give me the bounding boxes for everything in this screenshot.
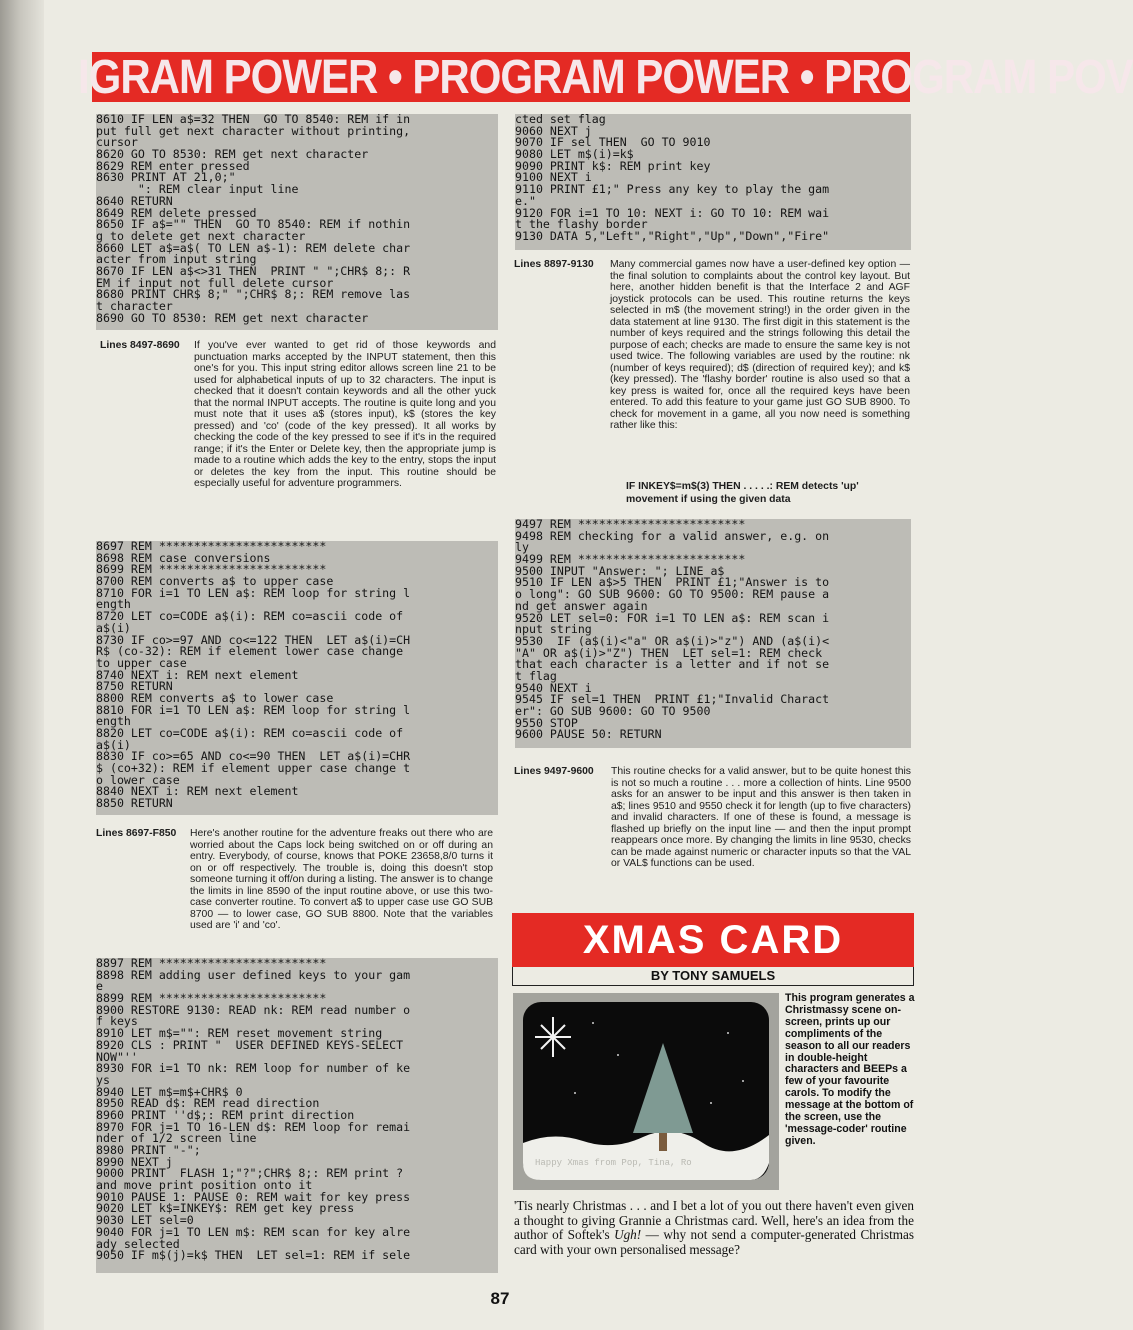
xmas-screenshot — [513, 993, 779, 1190]
xmas-card-byline: BY TONY SAMUELS — [512, 967, 914, 986]
code-line: o long": GO SUB 9600: GO TO 9500: REM pause a — [515, 587, 830, 602]
inkey-tip: IF INKEY$=m$(3) THEN . . . . .: REM detects 'up' movement if using the given data — [626, 481, 859, 505]
code-line: nput string — [515, 622, 592, 637]
code-block-user-defined-keys-cont — [515, 114, 911, 250]
code-line: ength — [96, 714, 131, 729]
xmas-intro — [514, 1199, 914, 1257]
code-line: nder of 1/2 screen line — [96, 1131, 257, 1146]
program-power-banner — [78, 49, 1133, 104]
code-block-valid-answer — [515, 519, 911, 748]
code-line: ength — [96, 597, 131, 612]
code-line: 9530 IF (a$(i)<"a" OR a$(i)>"z") AND (a$(i)< — [515, 633, 830, 648]
code-line: t character — [96, 299, 173, 313]
book-spine-shadow — [0, 0, 44, 1330]
code-line: 8920 CLS : PRINT " USER DEFINED KEYS-SELECT — [96, 1037, 404, 1052]
code-line: 9030 LET sel=0 — [96, 1213, 194, 1228]
code-line: and move print position onto it — [96, 1178, 313, 1193]
code-line: 8650 IF a$="" THEN GO TO 8540: REM if nothin — [96, 217, 411, 232]
code-line: 8730 IF co>=97 AND co<=122 THEN LET a$(i)=CH — [96, 632, 411, 647]
code-line: 9600 PAUSE 50: RETURN — [515, 727, 662, 742]
intro-part-2: — why not send a computer-generated Christmas card with your own personalised message? — [514, 1227, 914, 1257]
code-line: g to delete get next character — [96, 228, 306, 243]
code-line: to upper case — [96, 655, 187, 670]
section-text-9497: This routine checks for a valid answer, but to be quite honest this is not so much a routine . . . more a collection of hints. Line 9500 asks for an answer to be input and this answer is then taken in a$; lines 9510 and 9550 check it for length (up to five characters) and invalid characters. If one of these is found, a message is flashed up briefly on the input line — and then the input prompt reappears once more. By changing the limits in line 9530, checks can be made against numeric or character inputs so that the VAL or VAL$ functions can be used. — [611, 766, 911, 869]
xmas-caption: This program generates a Christmassy scene on-screen, prints up our compliments of the season to all our readers in double-height characters and BEEPs a few of your favourite carols. To modify the message at the bottom of the screen, use the 'message-coder' routine given. — [785, 992, 915, 1147]
code-line: 9000 PRINT FLASH 1;"?";CHR$ 8;: REM print ? — [96, 1166, 404, 1181]
code-line: 9090 PRINT k$: REM print key — [515, 158, 711, 173]
code-line: 9545 IF sel=1 THEN PRINT £1;"Invalid Charact — [515, 692, 830, 707]
code-line: nd get answer again — [515, 598, 648, 613]
code-line: EM if input not full delete cursor — [96, 275, 334, 290]
section-label-9497: Lines 9497-9600 — [514, 766, 594, 777]
code-line: e — [96, 979, 103, 994]
code-line: 9510 IF LEN a$>5 THEN PRINT £1;"Answer is to — [515, 575, 830, 590]
code-line: 8720 LET co=CODE a$(i): REM co=ascii code of — [96, 609, 404, 624]
code-line: 8930 FOR i=1 TO nk: REM loop for number of ke — [96, 1061, 411, 1076]
screen-message: Happy Xmas from Pop, Tina, Ro — [535, 1158, 692, 1168]
code-line: e." — [515, 193, 536, 208]
code-line: 9110 PRINT £1;" Press any key to play the gam — [515, 182, 830, 197]
code-line: 8990 NEXT j — [96, 1154, 173, 1169]
code-line: 9070 IF sel THEN GO TO 9010 — [515, 135, 711, 150]
code-line: 8640 RETURN — [96, 193, 173, 208]
code-line: put full get next character without printing, — [96, 123, 411, 138]
code-line: 9498 REM checking for a valid answer, e.g. on — [515, 528, 830, 543]
code-line: 8899 REM ************************ — [96, 991, 327, 1006]
code-line: 9497 REM ************************ — [515, 517, 746, 531]
code-line: 8850 RETURN — [96, 796, 173, 811]
code-line: 9550 STOP — [515, 715, 578, 730]
code-line: ": REM clear input line — [96, 182, 299, 197]
code-line: 8740 NEXT i: REM next element — [96, 667, 299, 682]
page-number: 87 — [490, 1289, 510, 1308]
code-line: R$ (co-32): REM if element lower case change — [96, 644, 404, 659]
xmas-card-title: XMAS CARD — [512, 913, 914, 967]
code-line: 9540 NEXT i — [515, 680, 592, 695]
intro-game-title: Ugh! — [614, 1227, 642, 1243]
code-line: 8810 FOR i=1 TO LEN a$: REM loop for string l — [96, 702, 411, 717]
code-line: 8629 REM enter pressed — [96, 158, 250, 173]
code-line: 8700 REM converts a$ to upper case — [96, 574, 334, 589]
code-line: a$(i) — [96, 737, 131, 752]
code-line: 8697 REM ************************ — [96, 539, 327, 553]
code-line: 8980 PRINT "-"; — [96, 1143, 201, 1157]
code-line: 8830 IF co>=65 AND co<=90 THEN LET a$(i)=CHR — [96, 749, 411, 764]
code-line: 8960 PRINT ''d$;: REM print direction — [96, 1107, 355, 1122]
tree-trunk — [659, 1133, 667, 1151]
code-block-input-editor — [96, 114, 498, 330]
code-line: that each character is a letter and if not se — [515, 657, 830, 672]
code-line: 9499 REM ************************ — [515, 552, 746, 567]
code-line: 8840 NEXT i: REM next element — [96, 784, 299, 799]
code-line: 8900 RESTORE 9130: READ nk: REM read number o — [96, 1002, 411, 1017]
code-line: cted set flag — [515, 112, 606, 126]
code-line: er": GO SUB 9600: GO TO 9500 — [515, 704, 711, 718]
code-line: 8620 GO TO 8530: REM get next character — [96, 147, 369, 162]
code-block-user-defined-keys — [96, 958, 498, 1273]
section-text-8897: Many commercial games now have a user-defined key option — the final solution to complaints about the control key layout. But here, another hidden benefit is that the Interface 2 and AGF joystick protocols can be used. This routine returns the keys selected in m$ (the movement string!) in the order given in the data statement at line 9130. The first digit in this statement is the number of keys required and the strings following this detail the purpose of each; checks are made to ensure the same key is not used twice. The following variables are used by the routine: nk (number of keys required); d$ (direction of required key); and k$ (key pressed). The 'flashy border' routine is also used so that a key press is waited for, once all the required keys have been entered. To add this feature to your game just GO SUB 8900. To check for movement in a game, all you now need is something rather like this: — [610, 259, 910, 431]
code-line: 9010 PAUSE 1: PAUSE 0: REM wait for key press — [96, 1189, 411, 1204]
xmas-scene — [513, 993, 779, 1190]
code-line: 8630 PRINT AT 21,0;" — [96, 170, 236, 185]
code-line: 8698 REM case conversions — [96, 550, 271, 565]
code-line: 8649 REM delete pressed — [96, 205, 257, 220]
code-line: 8710 FOR i=1 TO LEN a$: REM loop for string l — [96, 585, 411, 600]
section-label-8497: Lines 8497-8690 — [100, 340, 180, 351]
code-line: o lower case — [96, 772, 180, 787]
code-line: 9120 FOR i=1 TO 10: NEXT i: GO TO 10: REM wai — [515, 205, 830, 220]
section-text-8497: If you've ever wanted to get rid of those keywords and punctuation marks accepted by the INPUT statement, then this one's for you. This input string editor allows screen line 21 to be used for alphabetical inputs of up to 32 characters. The input is checked that it doesn't contain keywords and all the other yuck that the normal INPUT accepts. The routine is quite long and you must note that it uses a$ (stores input), k$ (stores the key pressed) and 'co' (code of the key pressed). It all works by checking the code of the key pressed to see if it's in the required range; if it's the Enter or Delete key, then the appropriate jump is made to a routine which adds the key to the entry, stops the input or deletes the key from the input. This routine should be especially useful for adventure programmers. — [194, 340, 496, 489]
code-block-case-conversion — [96, 541, 498, 815]
code-line: "A" OR a$(i)>"Z") THEN LET sel=1: REM check — [515, 645, 823, 660]
code-line: 9040 FOR j=1 TO LEN m$: REM scan for key alre — [96, 1224, 411, 1239]
code-line: f keys — [96, 1014, 138, 1029]
code-line: $ (co+32): REM if element upper case change t — [96, 761, 411, 776]
code-line: 8950 READ d$: REM read direction — [96, 1096, 320, 1111]
code-line: ys — [96, 1072, 110, 1087]
code-line: 8800 REM converts a$ to lower case — [96, 690, 334, 705]
code-line: 9100 NEXT i — [515, 170, 592, 185]
code-line: 8970 FOR j=1 TO 16-LEN d$: REM loop for remai — [96, 1119, 411, 1134]
code-line: 8897 REM ************************ — [96, 956, 327, 970]
code-line: 8690 GO TO 8530: REM get next character — [96, 310, 369, 325]
section-text-8697: Here's another routine for the adventure freaks out there who are worried about the Caps lock being switched on or off during an entry. Everybody, of course, knows that POKE 23658,8/0 turns it on or off respectively. The trouble is, doing this doesn't stop someone turning it off/on during a listing. The answer is to change the limits in line 8590 of the input routine above, or use this two-case converter routine. To convert a$ to upper case use GO SUB 8700 — to lower case, GO SUB 8800. Note that the variables used are 'i' and 'co'. — [190, 828, 493, 931]
code-line: ady selected — [96, 1236, 180, 1251]
code-line: 8660 LET a$=a$( TO LEN a$-1): REM delete char — [96, 240, 411, 255]
code-line: a$(i) — [96, 620, 131, 635]
section-label-8697: Lines 8697-F850 — [96, 828, 177, 839]
code-line: 9020 LET k$=INKEY$: REM get key press — [96, 1201, 355, 1216]
code-line: 9050 IF m$(j)=k$ THEN LET sel=1: REM if sele — [96, 1248, 411, 1263]
code-line: 8750 RETURN — [96, 679, 173, 694]
code-line: 8699 REM ************************ — [96, 562, 327, 577]
code-line: cursor — [96, 135, 138, 150]
code-line: NOW"'' — [96, 1049, 138, 1064]
code-line: 8680 PRINT CHR$ 8;" ";CHR$ 8;: REM remove las — [96, 287, 411, 302]
intro-part-1: 'Tis nearly Christmas . . . and I bet a lot of you out there haven't even given a thought to giving Grannie a Christmas card. Well, here's an idea from the author of Softek's — [514, 1198, 914, 1243]
code-line: 9080 LET m$(i)=k$ — [515, 147, 634, 162]
code-line: 9500 INPUT "Answer: "; LINE a$ — [515, 563, 725, 578]
code-line: 8940 LET m$=m$+CHR$ 0 — [96, 1084, 243, 1099]
code-line: 8610 IF LEN a$=32 THEN GO TO 8540: REM if in — [96, 112, 411, 126]
code-line: 9520 LET sel=0: FOR i=1 TO LEN a$: REM scan i — [515, 610, 830, 625]
code-line: 9130 DATA 5,"Left","Right","Up","Down","Fire" — [515, 228, 830, 243]
code-line: ly — [515, 540, 529, 555]
code-line: 9060 NEXT j — [515, 123, 592, 138]
code-line: 8910 LET m$="": REM reset movement string — [96, 1026, 383, 1041]
code-line: t the flashy border — [515, 217, 648, 232]
code-line: 8670 IF LEN a$<>31 THEN PRINT " ";CHR$ 8;: R — [96, 263, 411, 278]
banner-text: IGRAM POWER • PROGRAM POWER • PROGRAM POV — [78, 49, 1133, 104]
code-line: acter from input string — [96, 252, 257, 267]
code-line: 8898 REM adding user defined keys to your gam — [96, 967, 411, 982]
code-line: 8820 LET co=CODE a$(i): REM co=ascii code of — [96, 726, 404, 740]
code-line: t flag — [515, 668, 557, 683]
section-label-8897: Lines 8897-9130 — [514, 259, 594, 270]
